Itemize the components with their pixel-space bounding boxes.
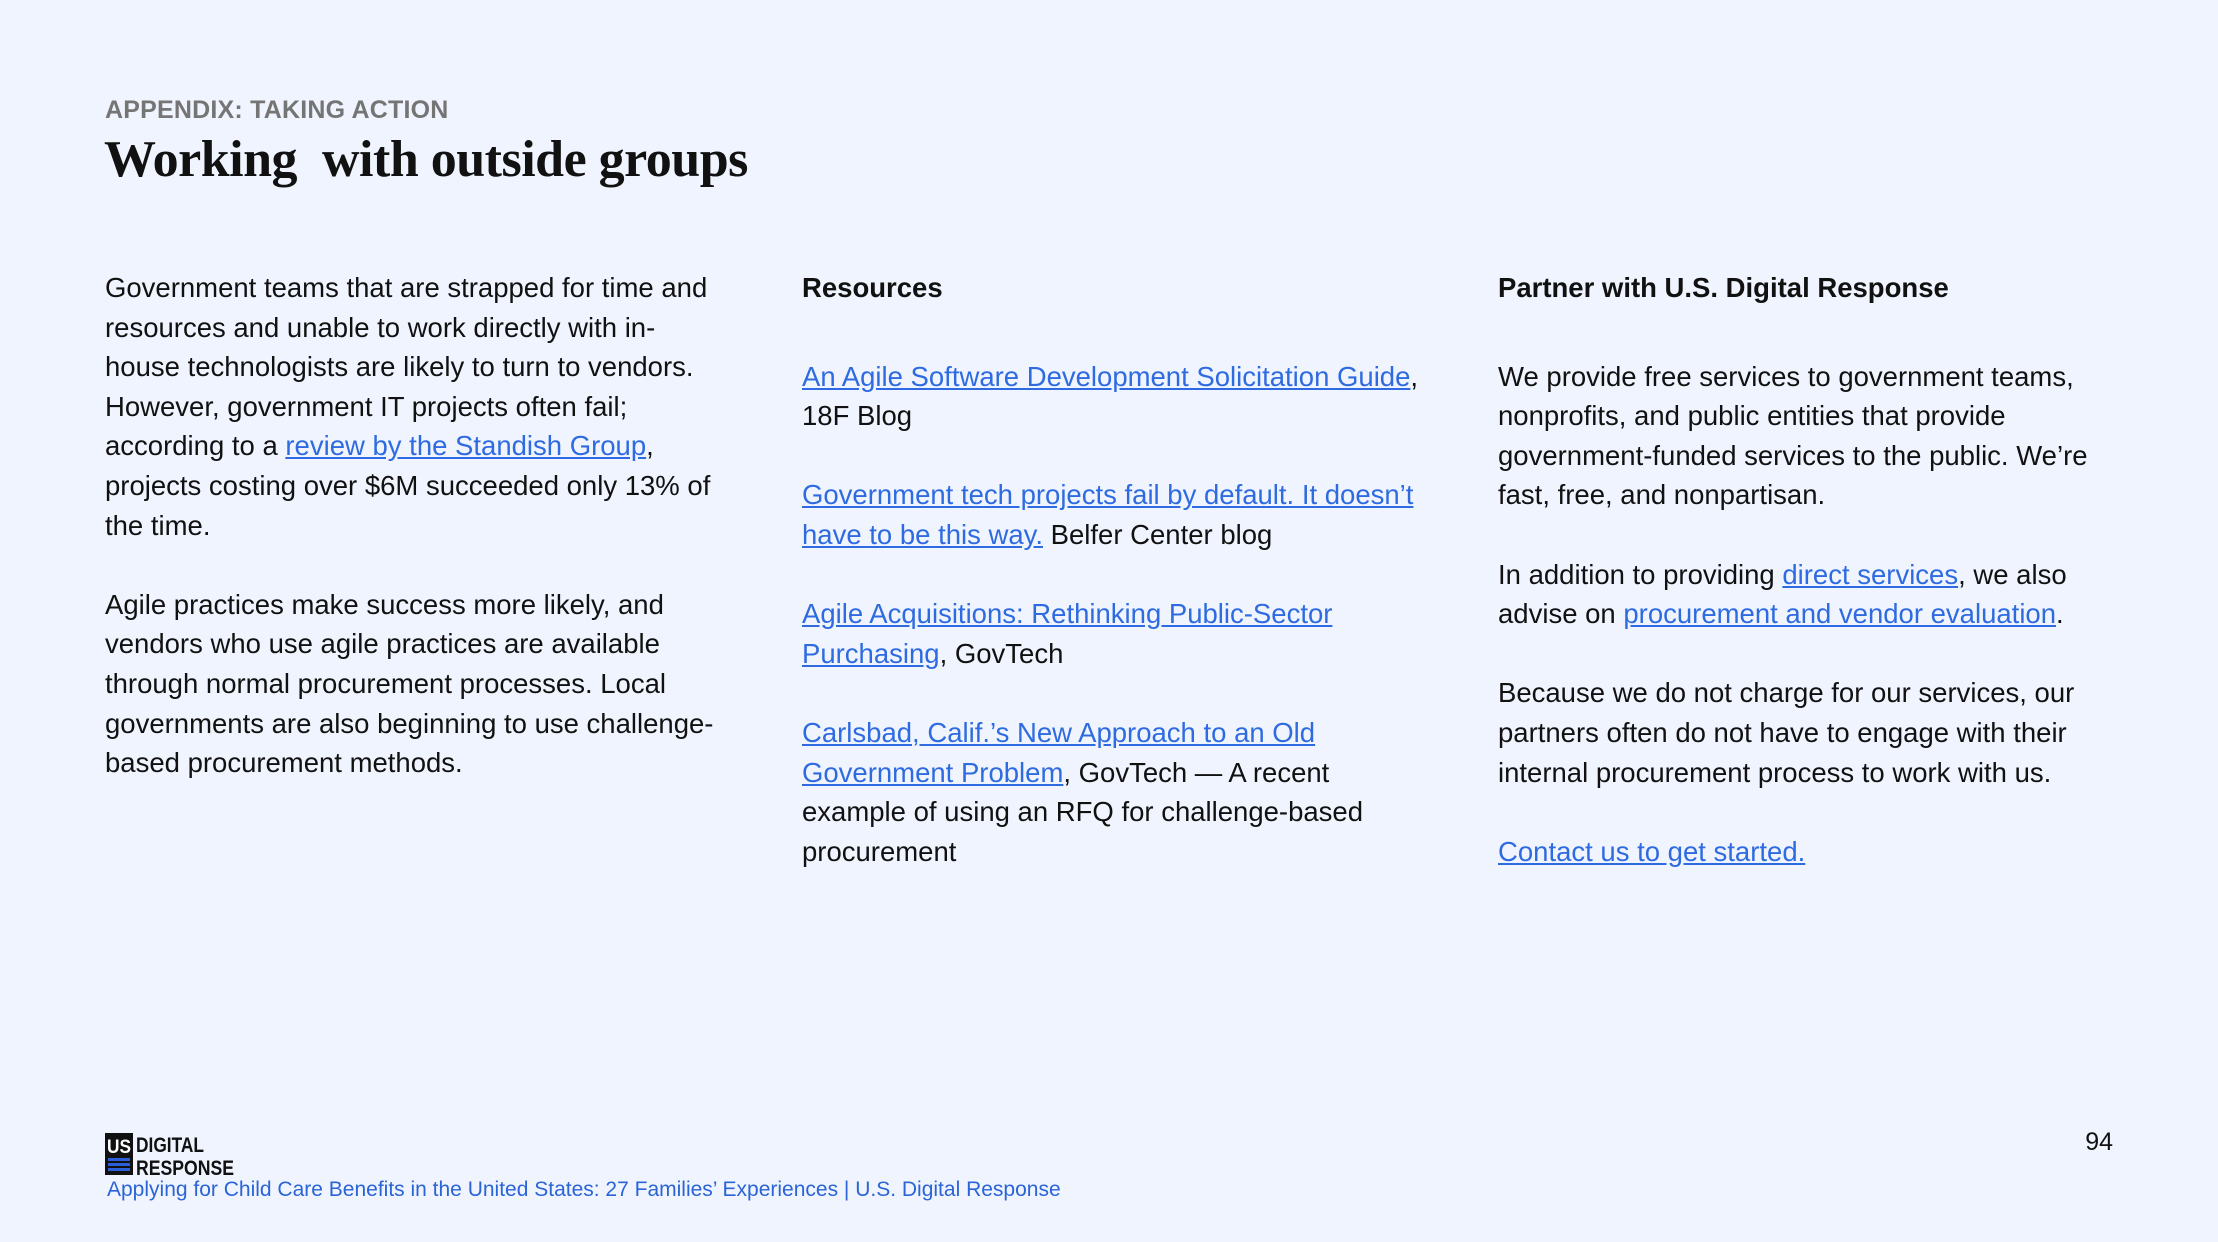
cta-paragraph	[1498, 832, 2138, 872]
resource-source: , GovTech	[939, 637, 1064, 669]
resource-source: , 18F Blog	[802, 360, 1419, 432]
svg-text:US: US	[107, 1137, 131, 1158]
resource-item	[802, 475, 1422, 554]
partner-paragraph-3: Because we do not charge for our services, our partners often do not have to engage with their internal procurement process to work with us.	[1498, 677, 2075, 788]
footer-caption: Applying for Child Care Benefits in the United States: 27 Families’ Experiences | U.S. Digital Response	[107, 1178, 1061, 1201]
page-number: 94	[2085, 1128, 2113, 1156]
text: In addition to providing	[1498, 558, 1783, 590]
intro-column	[105, 268, 725, 822]
page-title: Working with outside groups	[104, 131, 748, 188]
resource-item	[802, 713, 1422, 871]
intro-paragraph-2: Agile practices make success more likely, and vendors who use agile practices are available through normal procurement processes. Local governments are also beginning to use challenge-based procurement methods.	[105, 588, 714, 779]
contact-us-link[interactable]: Contact us to get started.	[1498, 835, 1806, 867]
text: , projects costing over $6M succeeded only 13% of the time.	[105, 430, 711, 541]
intro-paragraph-1	[105, 268, 725, 545]
resource-source: Belfer Center blog	[1043, 518, 1273, 550]
text: .	[2056, 598, 2064, 630]
resource-link[interactable]: Agile Acquisitions: Rethinking Public-Sector Purchasing	[802, 598, 1333, 669]
svg-text:RESPONSE: RESPONSE	[136, 1157, 234, 1180]
text: , we also advise on	[1498, 558, 2067, 630]
resource-source: , GovTech — A recent example of using an RFQ for challenge-based procurement	[802, 756, 1364, 867]
partner-column	[1498, 268, 2138, 911]
usdr-logo	[105, 1133, 235, 1180]
partner-heading: Partner with U.S. Digital Response	[1498, 272, 1949, 303]
resource-item	[802, 357, 1422, 436]
resource-link[interactable]: An Agile Software Development Solicitation Guide	[802, 360, 1411, 392]
resource-item	[802, 594, 1422, 673]
resources-heading: Resources	[802, 272, 943, 303]
resource-link[interactable]: Government tech projects fail by default. It doesn’t have to be this way.	[802, 479, 1414, 550]
svg-text:DIGITAL: DIGITAL	[136, 1134, 205, 1157]
partner-paragraph-1: We provide free services to government teams, nonprofits, and public entities that provide government-funded services to the public. We’re fast, free, and nonpartisan.	[1498, 360, 2088, 511]
partner-paragraph-2	[1498, 555, 2138, 634]
resource-link[interactable]: Carlsbad, Calif.’s New Approach to an Old Government Problem	[802, 716, 1316, 788]
direct-services-link[interactable]: direct services	[1782, 558, 1959, 590]
resources-column	[802, 268, 1422, 911]
standish-group-link[interactable]: review by the Standish Group	[285, 430, 647, 462]
section-eyebrow: APPENDIX: TAKING ACTION	[105, 96, 449, 124]
procurement-link[interactable]: procurement and vendor evaluation	[1623, 598, 2057, 630]
text: Government teams that are strapped for time and resources and unable to work directly with in-house technologists are likely to turn to vendors. However, government IT projects often fail; according to a	[105, 272, 708, 462]
